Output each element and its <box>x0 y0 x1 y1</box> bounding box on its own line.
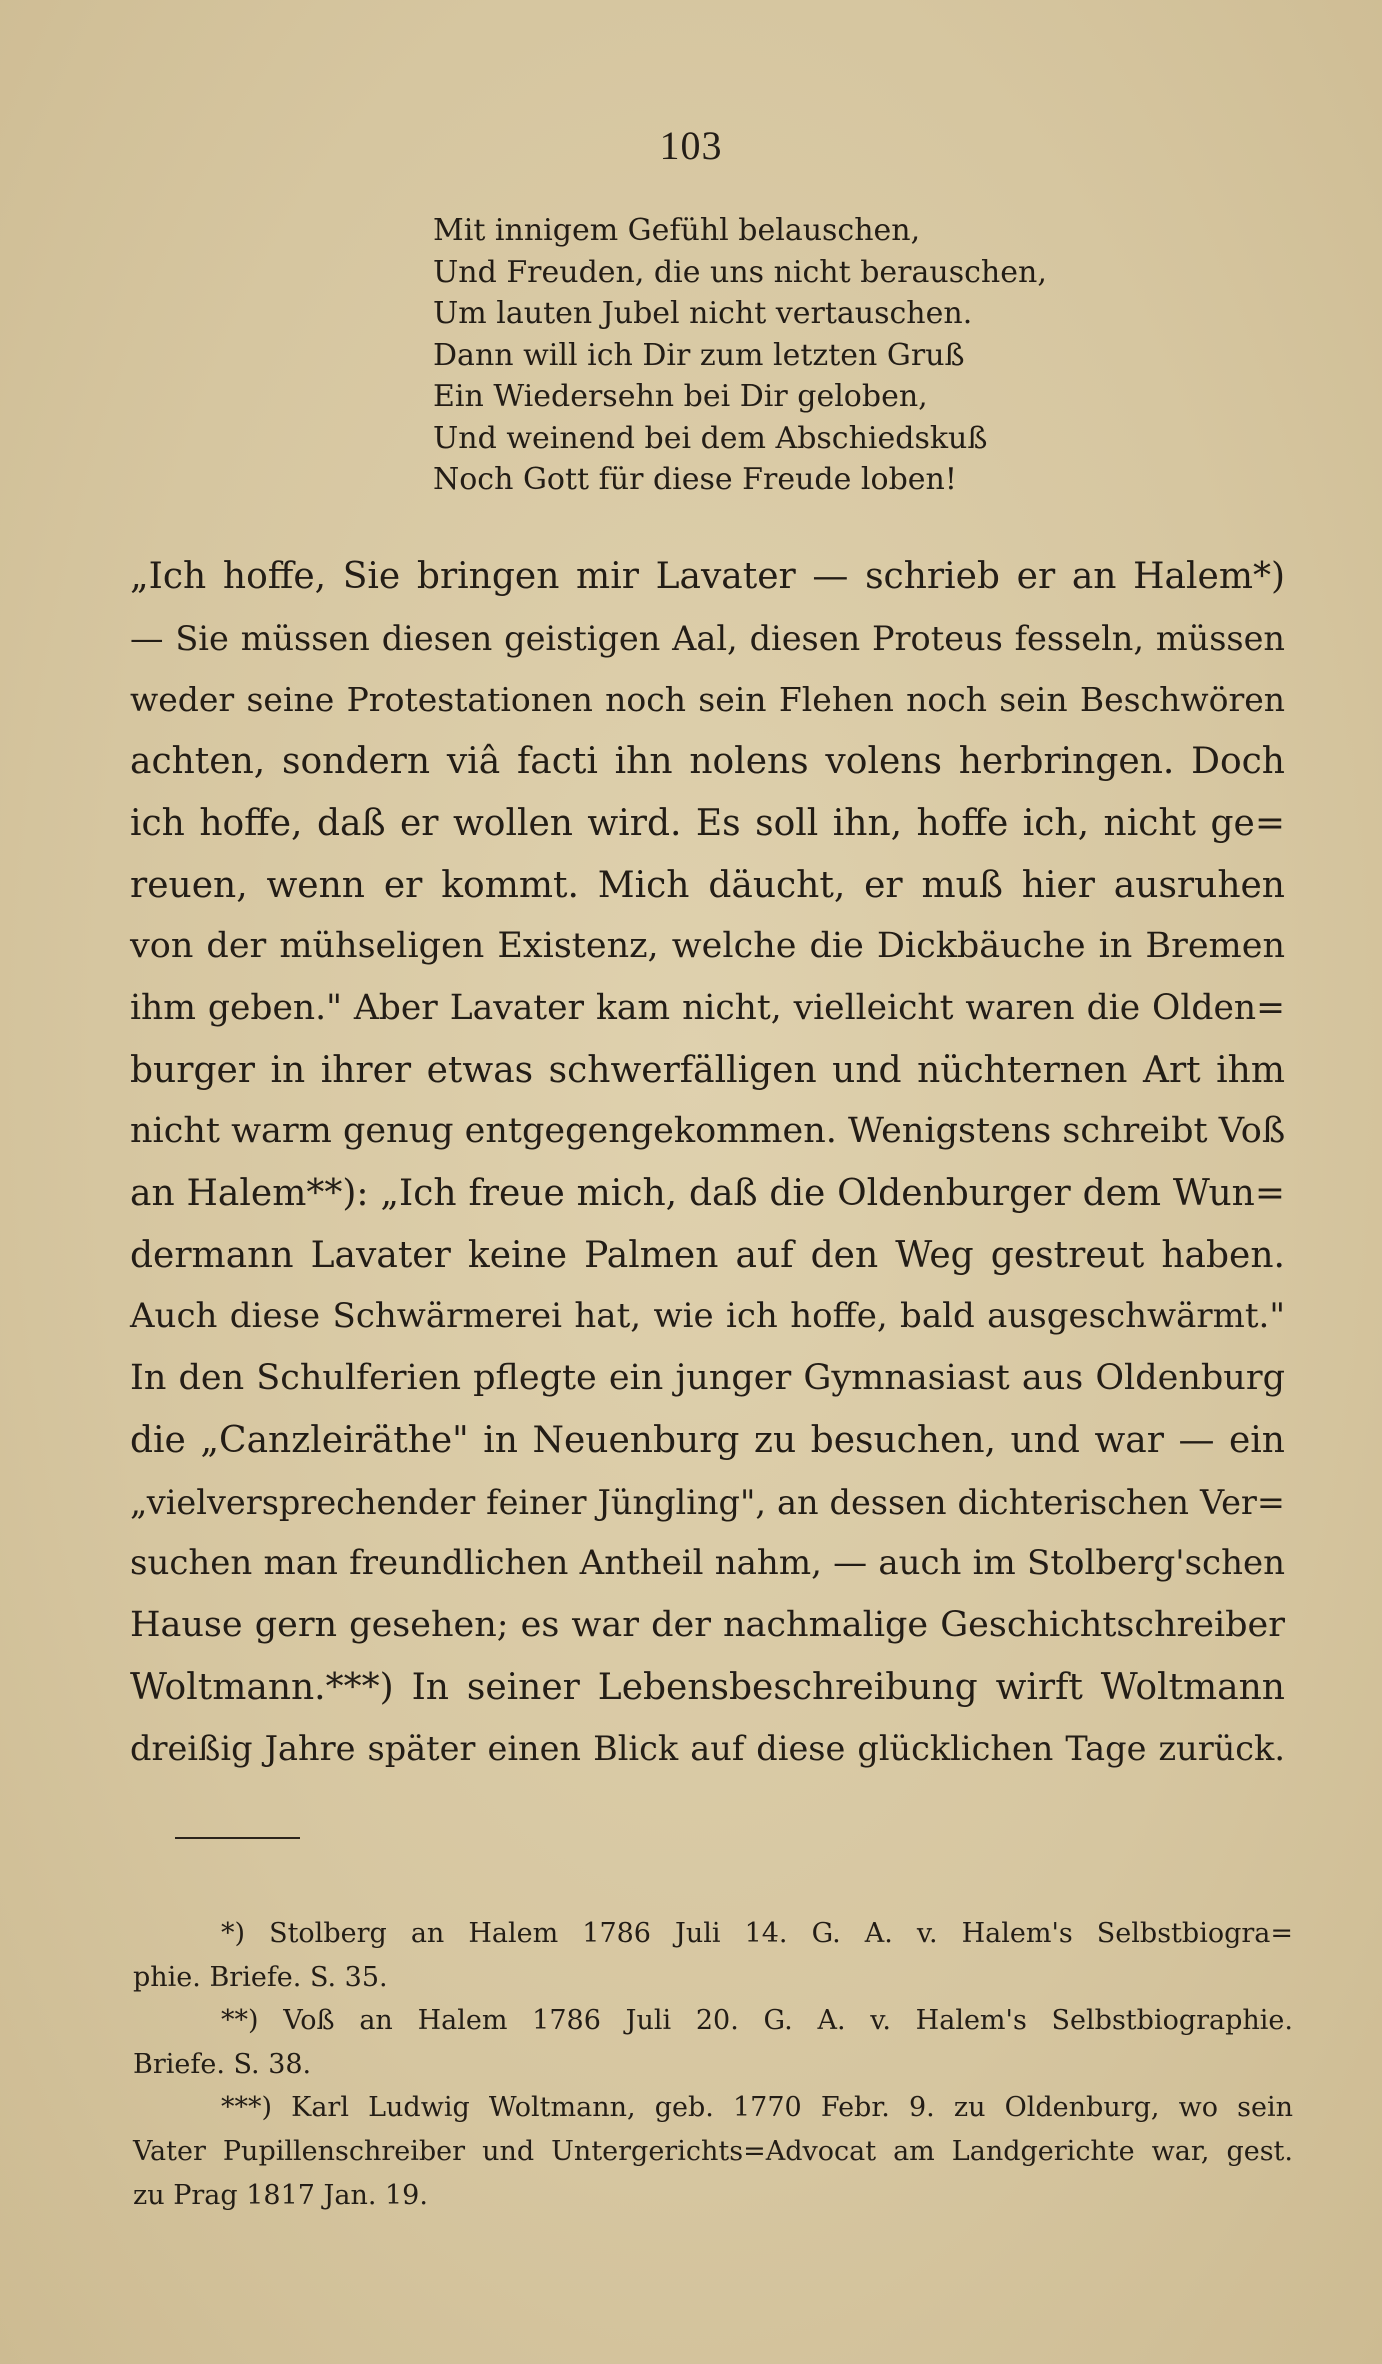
body-line: — Sie müssen diesen geistigen Aal, diesen Proteus fesseln, müssen <box>130 618 1285 658</box>
poem-stanza <box>433 210 1313 501</box>
poem-line: Noch Gott für diese Freude loben! <box>433 462 957 497</box>
footnote-line: Briefe. S. 38. <box>133 2048 312 2080</box>
body-line: „Ich hoffe, Sie bringen mir Lavater — schrieb er an Halem*) <box>130 556 1285 597</box>
body-line: von der mühseligen Existenz, welche die Dickbäuche in Bremen <box>130 926 1285 967</box>
page-number: 103 <box>659 123 723 168</box>
body-line: In den Schulferien pflegte ein junger Gymnasiast aus Oldenburg <box>130 1358 1285 1399</box>
poem-line: Ein Wiedersehn bei Dir geloben, <box>433 379 928 414</box>
body-line: burger in ihrer etwas schwerfälligen und nüchternen Art ihm <box>130 1049 1285 1091</box>
poem-line: Um lauten Jubel nicht vertauschen. <box>433 296 973 331</box>
body-line: achten, sondern viâ facti ihn nolens volens herbringen. Doch <box>130 741 1285 783</box>
body-line: Hause gern gesehen; es war der nachmalige Geschichtschreiber <box>130 1604 1285 1645</box>
body-line: nicht warm genug entgegengekommen. Wenigstens schreibt Voß <box>130 1111 1286 1152</box>
body-line: reuen, wenn er kommt. Mich däucht, er muß hier ausruhen <box>130 864 1285 906</box>
body-line: die „Canzleiräthe" in Neuenburg zu besuchen, und war — ein <box>130 1419 1285 1461</box>
body-line: ich hoffe, daß er wollen wird. Es soll ihn, hoffe ich, nicht ge= <box>130 802 1285 844</box>
body-line: Auch diese Schwärmerei hat, wie ich hoffe, bald ausgeschwärmt." <box>130 1296 1285 1337</box>
body-line: „vielversprechender feiner Jüngling", an dessen dichterischen Ver= <box>130 1482 1285 1522</box>
footnote-line: Vater Pupillenschreiber und Untergerichts=Advocat am Landgerichte war, gest. <box>133 2135 1293 2167</box>
footnote-line: **) Voß an Halem 1786 Juli 20. G. A. v. Halem's Selbstbiographie. <box>221 2005 1293 2037</box>
footnote-line: *) Stolberg an Halem 1786 Juli 14. G. A. v. Halem's Selbstbiogra= <box>221 1918 1293 1949</box>
footnote-line: zu Prag 1817 Jan. 19. <box>133 2179 428 2211</box>
footnote-line: ***) Karl Ludwig Woltmann, geb. 1770 Febr. 9. zu Oldenburg, wo sein <box>221 2092 1293 2124</box>
body-paragraphs <box>130 546 1285 1780</box>
body-line: suchen man freundlichen Antheil nahm, — auch im Stolberg'schen <box>130 1543 1285 1584</box>
poem-line: Und weinend bei dem Abschiedskuß <box>433 420 988 456</box>
footnotes <box>133 1912 1293 2217</box>
body-line: weder seine Protestationen noch sein Flehen noch sein Beschwören <box>130 680 1285 720</box>
body-line: ihm geben." Aber Lavater kam nicht, vielleicht waren die Olden= <box>130 987 1285 1028</box>
footnote-line: phie. Briefe. S. 35. <box>133 1961 388 1993</box>
poem-line: Mit innigem Gefühl belauschen, <box>433 213 921 248</box>
footnote-divider <box>175 1837 300 1839</box>
body-line: dreißig Jahre später einen Blick auf diese glücklichen Tage zurück. <box>130 1729 1285 1769</box>
poem-line: Dann will ich Dir zum letzten Gruß <box>433 337 965 373</box>
body-line: dermann Lavater keine Palmen auf den Weg gestreut haben. <box>130 1234 1285 1276</box>
poem-line: Und Freuden, die uns nicht berauschen, <box>433 254 1047 290</box>
body-line: an Halem**): „Ich freue mich, daß die Oldenburger dem Wun= <box>130 1173 1285 1215</box>
body-line: Woltmann.***) In seiner Lebensbeschreibung wirft Woltmann <box>130 1666 1285 1708</box>
